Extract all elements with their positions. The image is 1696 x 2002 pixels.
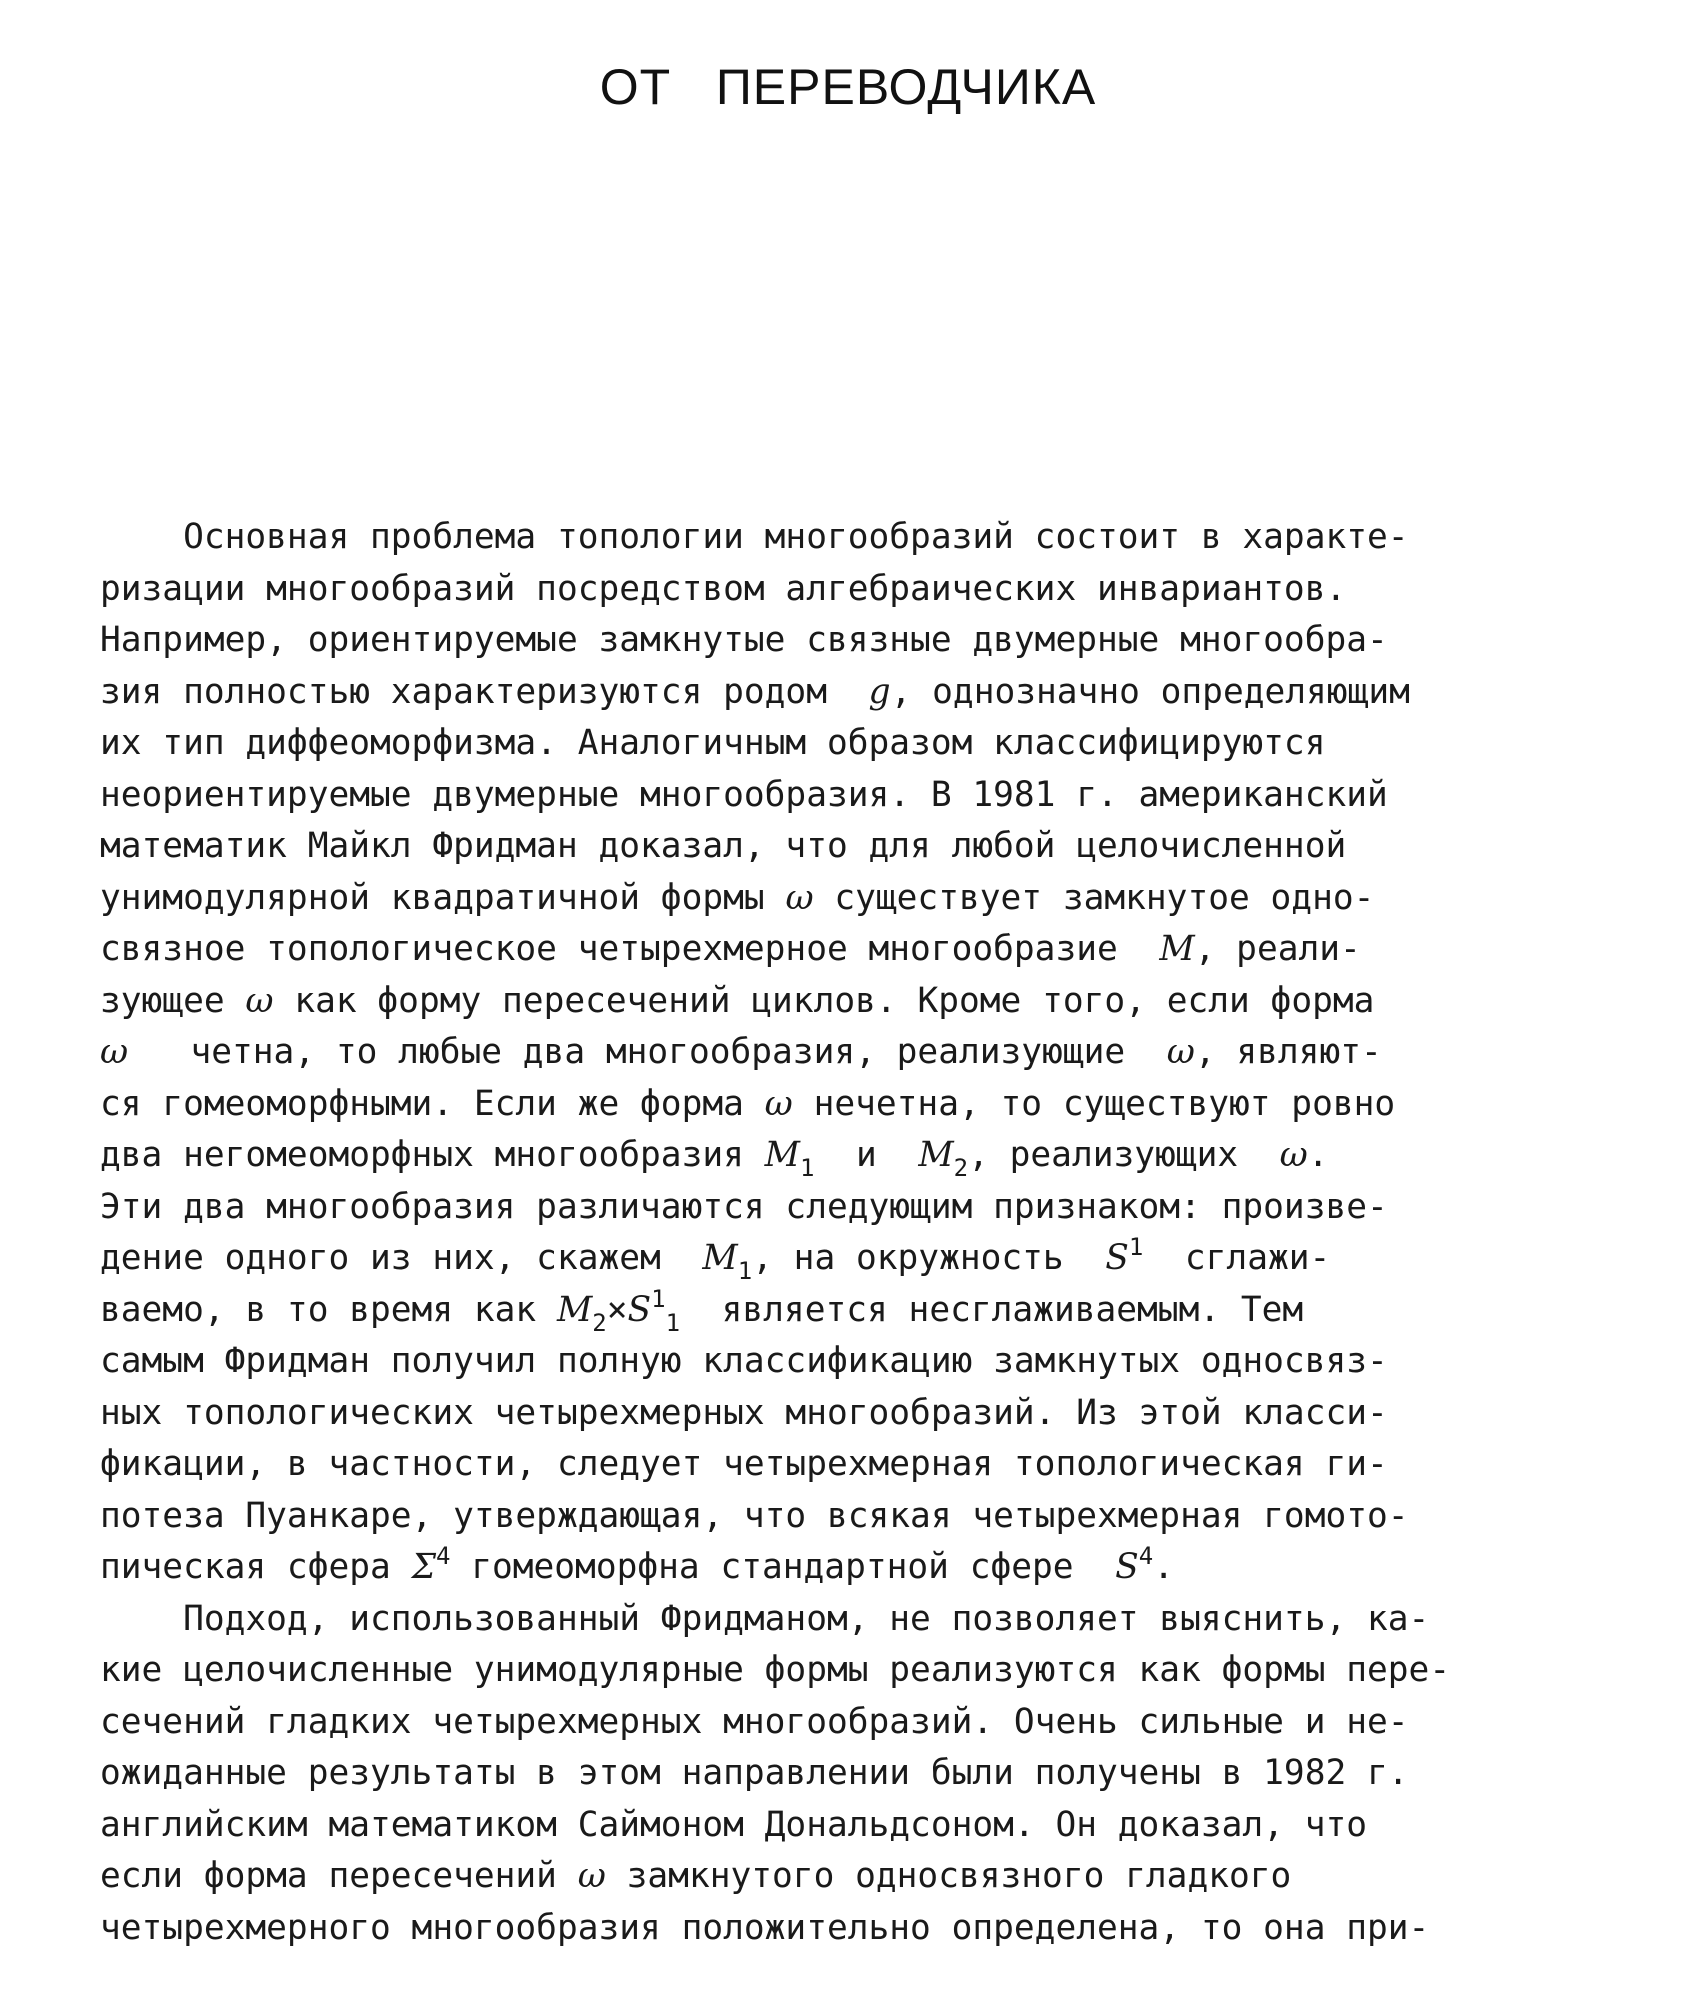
- text-line: самым Фридман получил полную классификацию замкнутых односвяз-: [100, 1341, 1388, 1381]
- text-line: зующее ω как форму пересечений циклов. Кроме того, если форма: [100, 980, 1375, 1021]
- text-line: Основная проблема топологии многообразий состоит в характе-: [100, 517, 1409, 557]
- math-S: S: [627, 1289, 652, 1330]
- math-subscript: 1: [665, 1308, 681, 1337]
- document-body: [100, 512, 1620, 1954]
- text-line: неориентируемые двумерные многообразия. В 1981 г. американский: [100, 774, 1388, 815]
- text-line: зия полностью характеризуются родом g, однозначно определяющим: [100, 671, 1410, 712]
- text-line: два негомеоморфных многообразия $M_1$ и $M_2$, реализующих ω.: [100, 1135, 1329, 1182]
- math-M: M: [1159, 929, 1195, 969]
- text-line: Например, ориентируемые замкнутые связные двумерные многообра-: [100, 620, 1388, 660]
- text-line: их тип диффеоморфизма. Аналогичным образом классифицируются: [100, 723, 1326, 763]
- math-superscript: 4: [435, 1542, 451, 1570]
- math-genus: g: [868, 671, 891, 712]
- math-S: S: [1115, 1547, 1139, 1587]
- text-line: связное топологическое четырехмерное многообразие M, реали-: [100, 929, 1361, 969]
- math-superscript: 4: [1138, 1542, 1154, 1570]
- math-omega: ω: [100, 1032, 129, 1072]
- math-superscript: 1: [1128, 1233, 1144, 1261]
- text-line: кие целочисленные унимодулярные формы реализуются как формы пере-: [100, 1650, 1451, 1690]
- text-line: ваемо, в то время как $M_2\times S^1_1$ является несглаживаемым. Тем: [100, 1284, 1304, 1337]
- text-line: ся гомеоморфными. Если же форма ω нечетна, то существуют ровно: [100, 1083, 1396, 1124]
- math-Sigma: Σ: [411, 1547, 436, 1587]
- text-line: ных топологических четырехмерных многообразий. Из этой класси-: [100, 1392, 1388, 1433]
- text-line: ожиданные результаты в этом направлении были получены в 1982 г.: [100, 1753, 1409, 1793]
- text-line: если форма пересечений ω замкнутого односвязного гладкого: [100, 1856, 1292, 1896]
- math-omega: ω: [577, 1856, 606, 1896]
- math-S: S: [1105, 1238, 1129, 1278]
- text-line: математик Майкл Фридман доказал, что для любой целочисленной: [100, 826, 1347, 866]
- text-line: Эти два многообразия различаются следующим признаком: произве-: [100, 1186, 1388, 1227]
- math-omega: ω: [1279, 1135, 1308, 1175]
- page-title: ОТ ПЕРЕВОДЧИКА: [599, 59, 1097, 115]
- text-line: английским математиком Саймоном Дональдсоном. Он доказал, что: [100, 1804, 1368, 1845]
- math-omega: ω: [785, 877, 814, 918]
- text-line: сечений гладких четырехмерных многообразий. Очень сильные и не-: [100, 1701, 1409, 1742]
- math-subscript: 2: [592, 1308, 607, 1337]
- text-line: потеза Пуанкаре, утверждающая, что всякая четырехмерная гомото-: [100, 1495, 1409, 1536]
- text-line: пическая сфера $\Sigma^4$ гомеоморфна стандартной сфере $S^4$.: [100, 1542, 1174, 1587]
- math-subscript: 1: [737, 1257, 753, 1285]
- text-line: дение одного из них, скажем $M_1$, на окружность $S^1$ сглажи-: [100, 1233, 1331, 1285]
- math-M1: M: [764, 1135, 800, 1175]
- text-line: Подход, использованный Фридманом, не позволяет выяснить, ка-: [100, 1598, 1430, 1639]
- math-omega: ω: [1166, 1032, 1195, 1072]
- math-subscript: 2: [953, 1154, 969, 1182]
- text-line: ω четна, то любые два многообразия, реализующие ω, являют-: [100, 1032, 1382, 1072]
- math-omega: ω: [245, 980, 274, 1021]
- text-line: четырехмерного многообразия положительно определена, то она при-: [100, 1907, 1430, 1948]
- math-omega: ω: [764, 1083, 793, 1124]
- math-M2: M: [918, 1135, 954, 1175]
- text-line: ризации многообразий посредством алгебраических инвариантов.: [100, 568, 1347, 609]
- text-line: унимодулярной квадратичной формы ω существует замкнутое одно-: [100, 877, 1375, 918]
- math-subscript: 1: [800, 1154, 815, 1182]
- math-M1: M: [702, 1238, 738, 1278]
- math-superscript: 1: [651, 1284, 666, 1313]
- text-line: фикации, в частности, следует четырехмерная топологическая ги-: [100, 1444, 1388, 1484]
- math-M2: M: [556, 1289, 593, 1330]
